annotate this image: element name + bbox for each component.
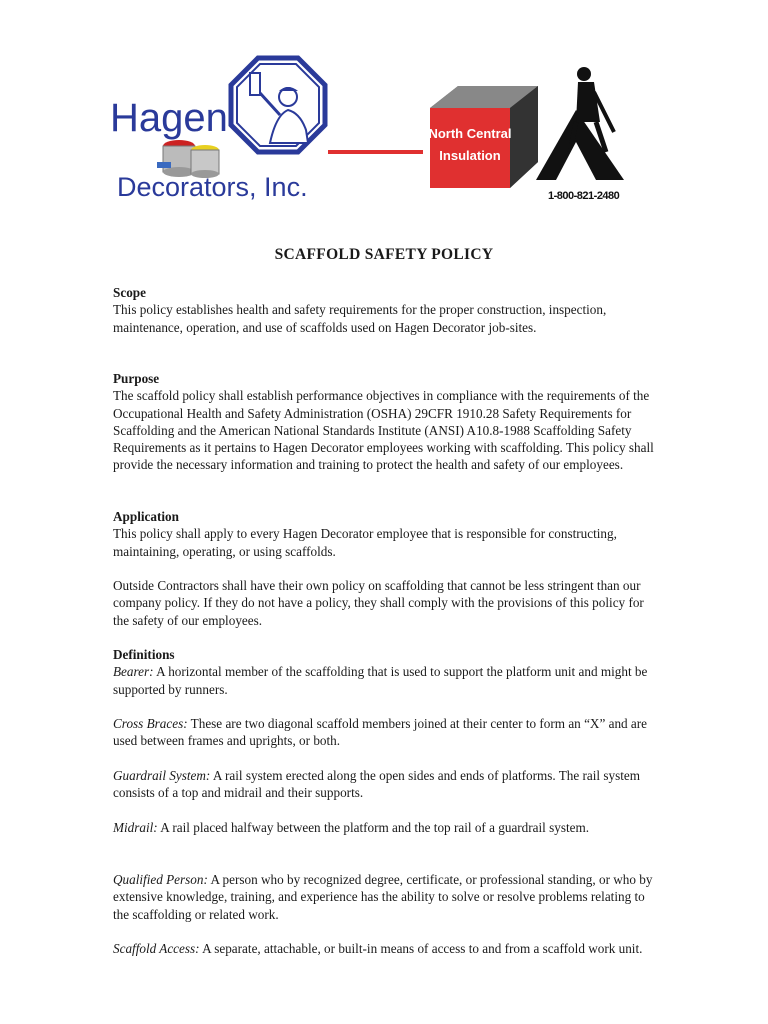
section-definitions: [113, 646, 661, 698]
application-text-2: Outside Contractors shall have their own policy on scaffolding that cannot be less stringent than our company policy. If they do not have a policy, they shall comply with the provisions of this policy for the safety of our employees.: [113, 578, 644, 628]
divider-line: [328, 150, 423, 154]
scope-text: This policy establishes health and safety requirements for the proper construction, inspection, maintenance, operation, and use of scaffolds used on Hagen Decorator job-sites.: [113, 302, 607, 335]
definitions-heading: Definitions: [113, 647, 175, 662]
definition-term: Midrail:: [113, 820, 158, 835]
definition-bearer: [113, 663, 661, 698]
nci-line2-text: Insulation: [439, 148, 501, 163]
definition-text: A rail placed halfway between the platform and the top rail of a guardrail system.: [157, 820, 590, 835]
section-scope: [113, 284, 661, 336]
definition-text: A separate, attachable, or built-in means of access to and from a scaffold work unit.: [199, 941, 643, 956]
painter-octagon-icon: [228, 55, 328, 155]
purpose-text: The scaffold policy shall establish performance objectives in compliance with the requirements of the Occupational Health and Safety Administration (OSHA) 29CFR 1910.28 Safety Requirements for Scaffolding and the American National Standards Institute (ANSI) A10.8-1988 Scaffolding Safety Requirements as it pertains to Hagen Decorator employees working with scaffolding. This policy shall provide the necessary information and training to protect the health and safety of our employees.: [113, 388, 654, 473]
definition-term: Qualified Person:: [113, 872, 208, 887]
application-text-1: This policy shall apply to every Hagen Decorator employee that is responsible for constructing, maintaining, operating, or using scaffolds.: [113, 526, 617, 559]
logo-decorators-text: Decorators, Inc.: [117, 172, 308, 202]
logo-hagen-text: Hagen: [110, 96, 228, 140]
definition-text: A person who by recognized degree, certificate, or professional standing, or who by extensive knowledge, training, and experience has the ability to solve or resolve problems relating to the scaffolding or related work.: [113, 872, 653, 922]
definition-term: Bearer:: [113, 664, 154, 680]
nci-logo-box: [422, 80, 540, 192]
section-purpose: [113, 370, 661, 474]
insulation-worker-icon: [536, 62, 628, 182]
definition-midrail: [113, 819, 661, 836]
definition-text: These are two diagonal scaffold members joined at their center to form an “X” and are used between frames and uprights, or both.: [113, 716, 648, 749]
definition-scaffold-access: [113, 940, 661, 957]
phone-number: 1-800-821-2480: [548, 190, 620, 202]
scope-heading: Scope: [113, 285, 146, 300]
section-application-contractors: [113, 577, 661, 629]
nci-line1-text: North Central: [428, 126, 512, 141]
definition-term: Scaffold Access:: [113, 941, 200, 956]
definition-term: Cross Braces:: [113, 716, 188, 731]
definition-guardrail-system: [113, 767, 661, 802]
definition-qualified-person: [113, 871, 661, 923]
definition-text: A rail system erected along the open sides and ends of platforms. The rail system consists of a top and midrail and their supports.: [113, 768, 641, 801]
purpose-heading: Purpose: [113, 371, 160, 386]
definition-term: Guardrail System:: [113, 768, 211, 783]
document-title: SCAFFOLD SAFETY POLICY: [274, 246, 494, 263]
application-heading: Application: [113, 509, 179, 524]
definition-text: A horizontal member of the scaffolding that is used to support the platform unit and might be supported by runners.: [113, 664, 648, 697]
definition-cross-braces: [113, 715, 661, 750]
section-application: [113, 508, 661, 560]
